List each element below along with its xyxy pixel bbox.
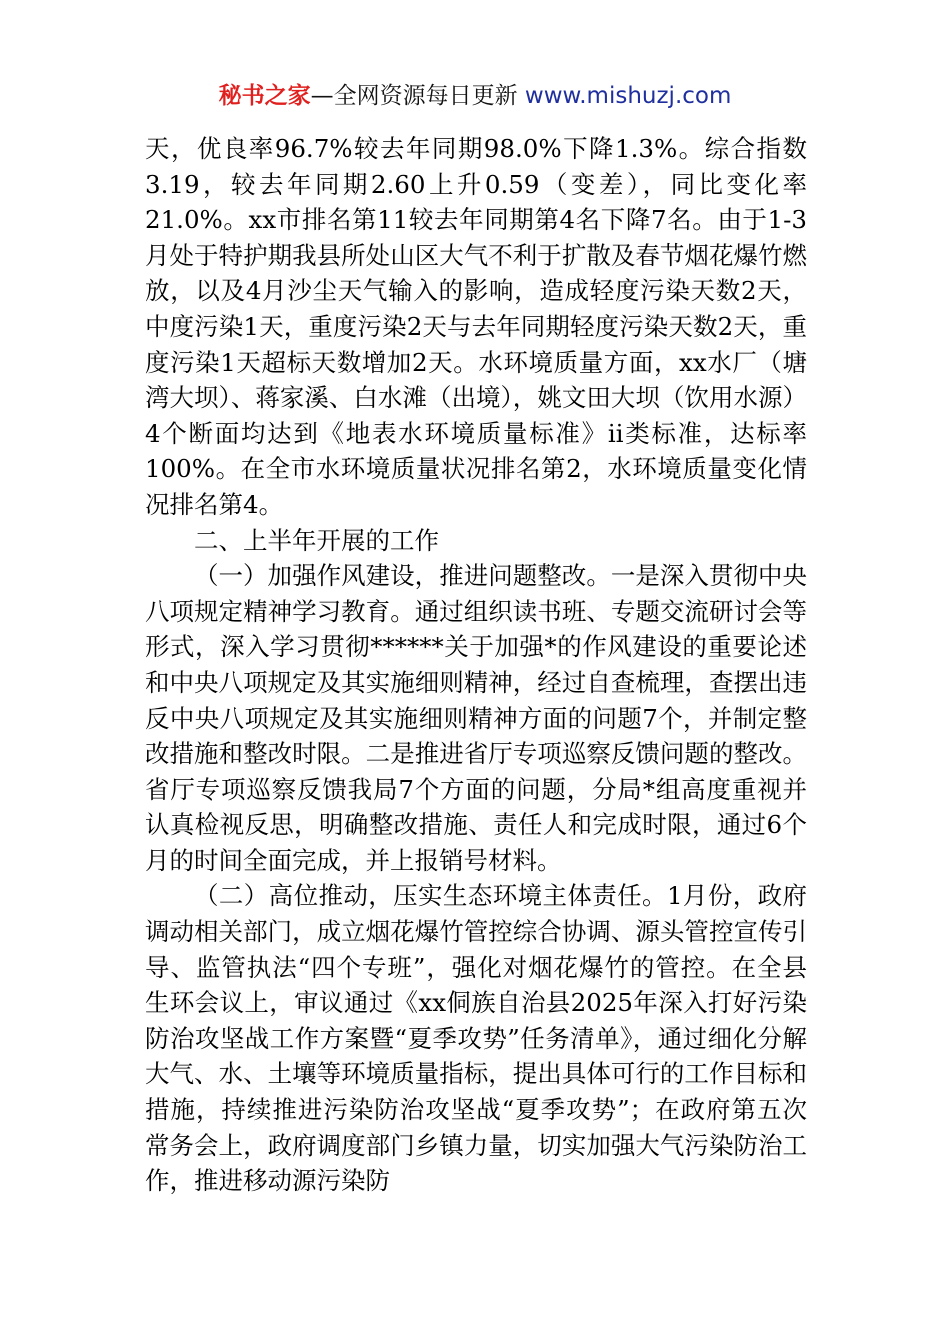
paragraph-responsibility: （二）高位推动，压实生态环境主体责任。1月份，政府调动相关部门，成立烟花爆竹管控综合协调、源头管控宣传引导、监管执法“四个专班”，强化对烟花爆竹的管控。在全县生环会议上，审议通过《xx侗族自治县2025年深入打好污染防治攻坚战工作方案暨“夏季攻势”任务清单》，通过细化分解大气、水、土壤等环境质量指标，提出具体可行的工作目标和措施，持续推进污染防治攻坚战“夏季攻势”；在政府第五次常务会上，政府调度部门乡镇力量，切实加强大气污染防治工作，推进移动源污染防 xyxy=(145,881,807,1196)
site-brand: 秘书之家 xyxy=(218,83,311,109)
site-header xyxy=(0,80,950,112)
document-body xyxy=(145,131,807,1199)
paragraph-work-style: （一）加强作风建设，推进问题整改。一是深入贯彻中央八项规定精神学习教育。通过组织读书班、专题交流研讨会等形式，深入学习贯彻******关于加强*的作风建设的重要论述和中央八项规定及其实施细则精神，经过自查梳理，查摆出违反中央八项规定及其实施细则精神方面的问题7个，并制定整改措施和整改时限。二是推进省厅专项巡察反馈问题的整改。省厅专项巡察反馈我局7个方面的问题，分局*组高度重视并认真检视反思，明确整改措施、责任人和完成时限，通过6个月的时间全面完成，并上报销号材料。 xyxy=(145,561,807,875)
site-tagline: —全网资源每日更新 xyxy=(310,83,518,109)
paragraph-air-water-quality: 天，优良率96.7%较去年同期98.0%下降1.3%。综合指数3.19，较去年同期2.60上升0.59（变差），同比变化率21.0%。xx市排名第11较去年同期第4名下降7名。由于1-3月处于特护期我县所处山区大气不利于扩散及春节烟花爆竹燃放，以及4月沙尘天气输入的影响，造成轻度污染天数2天，中度污染1天，重度污染2天与去年同期轻度污染天数2天，重度污染1天超标天数增加2天。水环境质量方面，xx水厂（塘湾大坝）、蒋家溪、白水滩（出境），姚文田大坝（饮用水源）4个断面均达到《地表水环境质量标准》ⅱ类标准，达标率100%。在全市水环境质量状况排名第2，水环境质量变化情况排名第4。 xyxy=(145,134,807,519)
section-heading-work-done: 二、上半年开展的工作 xyxy=(194,525,439,555)
site-url-link[interactable]: www.mishuzj.com xyxy=(524,83,732,109)
